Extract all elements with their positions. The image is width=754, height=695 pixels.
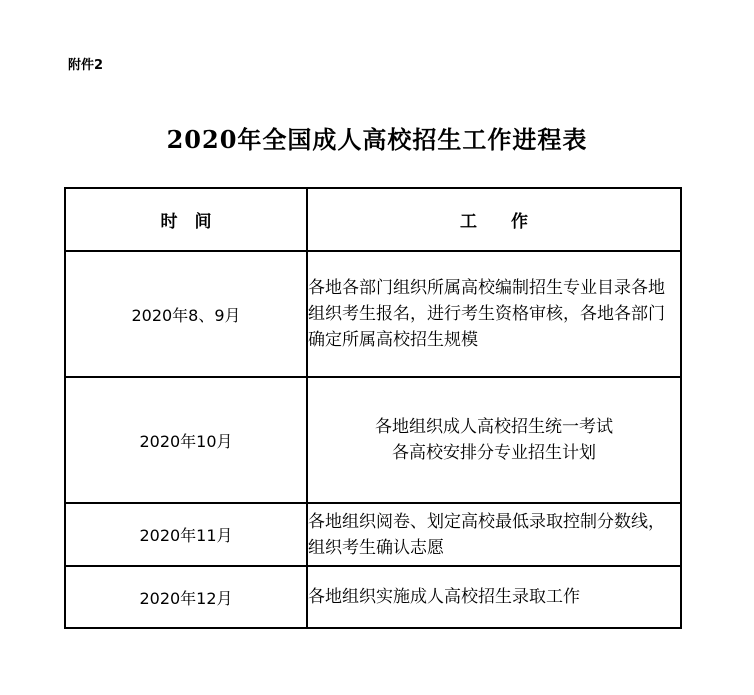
schedule-table: [64, 187, 682, 629]
row-time: 2020年10月: [65, 377, 307, 503]
row-time: 2020年12月: [65, 566, 307, 628]
row-work: [307, 503, 681, 566]
header-work: 工 作: [307, 188, 681, 251]
work-text: 各高校安排分专业招生计划: [392, 443, 596, 463]
table-row: [65, 503, 681, 566]
table-row: [65, 251, 681, 377]
row-time: 2020年11月: [65, 503, 307, 566]
table-row: [65, 377, 681, 503]
attachment-label: 附件2: [68, 58, 104, 73]
work-text: 各地组织实施成人高校招生录取工作: [308, 587, 580, 607]
row-work: [307, 251, 681, 377]
row-time: 2020年8、9月: [65, 251, 307, 377]
row-work: [307, 377, 681, 503]
row-work: [307, 566, 681, 628]
work-text: 各地组织阅卷、划定高校最低录取控制分数线，组织考生确认志愿: [308, 511, 665, 558]
work-text: 各地各部门组织所属高校编制招生专业目录各地组织考生报名，进行考生资格审核，各地各部门确定所属高校招生规模: [308, 278, 665, 350]
table-header-row: [65, 188, 681, 251]
header-time: 时 间: [65, 188, 307, 251]
table-row: [65, 566, 681, 628]
work-text: 各地组织成人高校招生统一考试: [375, 417, 613, 437]
document-title: 2020年全国成人高校招生工作进程表: [166, 125, 588, 154]
